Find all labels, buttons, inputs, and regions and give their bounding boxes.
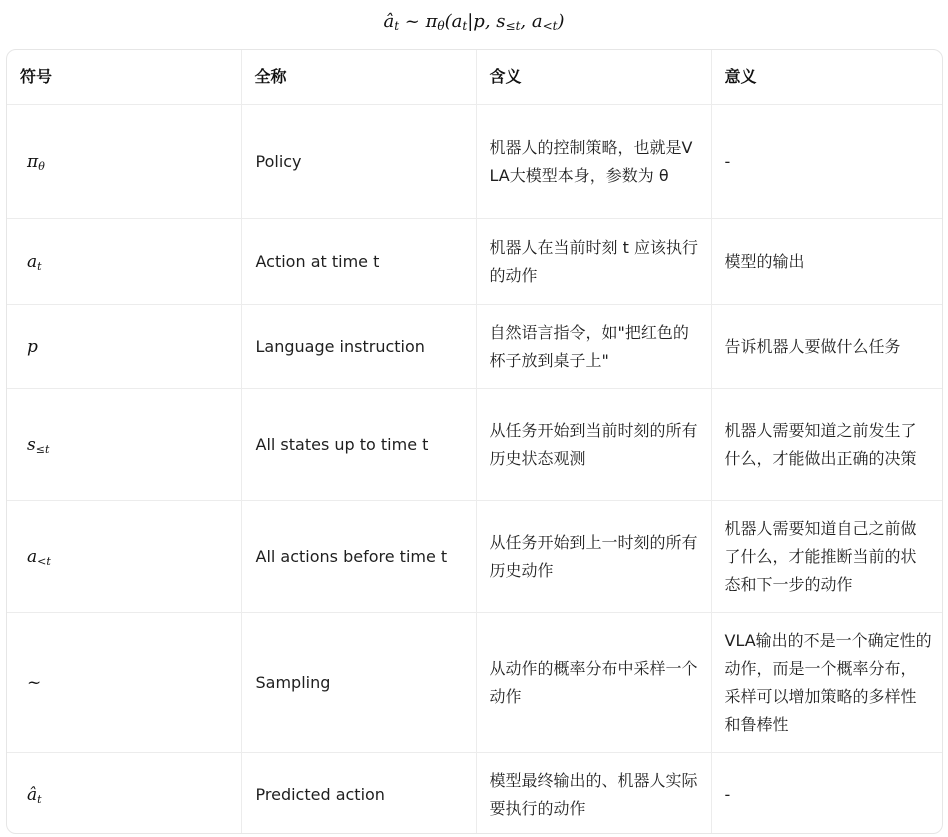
table-row [7,105,943,219]
symbol-cell [7,305,241,389]
symbol-text: s [27,434,36,455]
name-cell: All actions before time t [241,501,476,613]
symbol-table-container [6,49,943,834]
formula-lhs-sub: t [394,19,400,33]
name-cell: Policy [241,105,476,219]
name-cell: Action at time t [241,219,476,305]
symbol-cell [7,501,241,613]
significance-cell: 机器人需要知道之前发生了什么，才能做出正确的决策 [711,389,943,501]
meaning-cell: 自然语言指令，如"把红色的杯子放到桌子上" [476,305,711,389]
formula-lhs: â [383,11,395,32]
meaning-cell: 从任务开始到上一时刻的所有历史动作 [476,501,711,613]
name-cell: Language instruction [241,305,476,389]
symbol-text: a [27,251,38,272]
table-row [7,389,943,501]
meaning-cell: 从动作的概率分布中采样一个动作 [476,613,711,753]
symbol-cell [7,105,241,219]
name-cell: All states up to time t [241,389,476,501]
table-row [7,219,943,305]
table-header-row [7,50,943,105]
significance-cell: 告诉机器人要做什么任务 [711,305,943,389]
symbol-subscript: ≤t [35,442,50,456]
meaning-cell: 机器人的控制策略，也就是VLA大模型本身，参数为 θ [476,105,711,219]
formula-a-sub: t [462,19,468,33]
formula-open: (a [444,11,463,32]
meaning-cell: 从任务开始到当前时刻的所有历史状态观测 [476,389,711,501]
formula-a2-sub: <t [542,19,558,33]
symbol-text: â [27,784,38,805]
header-significance: 意义 [711,50,943,105]
significance-cell: - [724,784,731,804]
header-meaning: 含义 [476,50,711,105]
table-row [7,501,943,613]
symbol-subscript: t [37,259,42,273]
formula-close: ) [557,11,565,32]
formula-comma: , a [520,11,543,32]
symbol-cell [7,389,241,501]
symbol-cell [7,753,241,835]
header-full-name: 全称 [241,50,476,105]
significance-cell: - [711,105,943,219]
header-symbol: 符号 [7,50,241,105]
symbol-subscript: θ [38,159,45,173]
meaning-cell: 机器人在当前时刻 t 应该执行的动作 [476,219,711,305]
formula-mid: |p, s [467,11,506,32]
symbol-cell [7,219,241,305]
significance-cell: 机器人需要知道自己之前做了什么，才能推断当前的状态和下一步的动作 [711,501,943,613]
name-cell: Sampling [241,613,476,753]
significance-cell: VLA输出的不是一个确定性的动作，而是一个概率分布，采样可以增加策略的多样性和鲁棒性 [711,613,943,753]
symbol-cell [7,613,241,753]
table-row [7,305,943,389]
table-row [7,613,943,753]
symbol-text: ~ [27,672,42,693]
formula-op: ~ π [399,11,438,32]
formula-pi-sub: θ [437,19,445,33]
name-cell: Predicted action [241,753,476,835]
policy-formula [0,6,948,38]
symbol-text: p [27,336,38,357]
table-row [7,753,943,835]
symbol-subscript: t [37,792,42,806]
symbol-text: π [27,151,39,172]
meaning-cell: 模型最终输出的、机器人实际要执行的动作 [476,753,711,835]
symbol-text: a [27,546,38,567]
symbol-subscript: <t [37,554,51,568]
formula-s-sub: ≤t [505,19,521,33]
symbol-table [7,50,943,834]
significance-cell: 模型的输出 [711,219,943,305]
